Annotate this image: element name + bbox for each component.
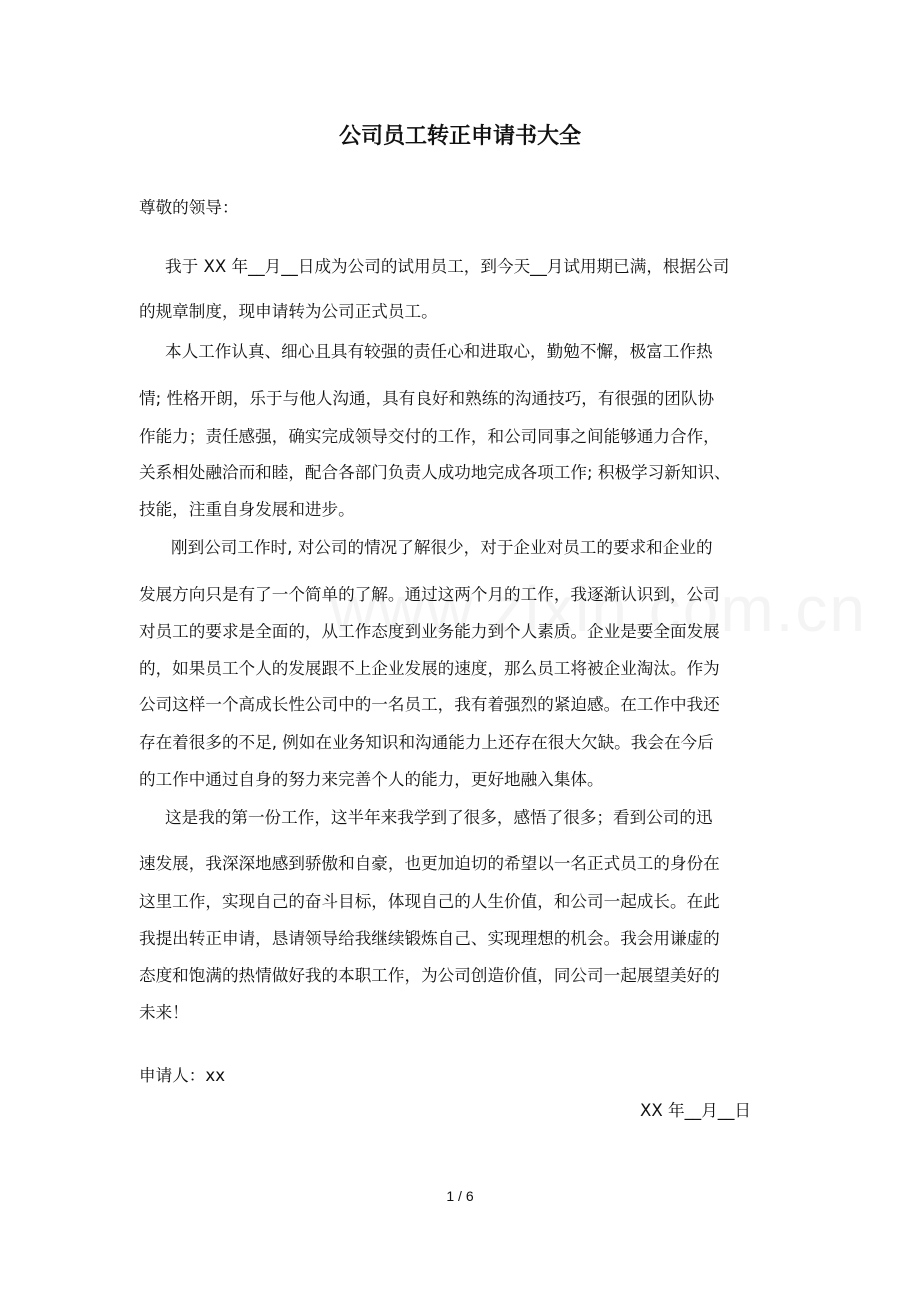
page-title: 公司员工转正申请书大全 [338, 124, 581, 149]
paragraph-2-line-4: 关系相处融洽而和睦，配合各部门负责人成功地完成各项工作; 积极学习新知识、 [139, 463, 731, 482]
paragraph-2-line-2: 情; 性格开朗，乐于与他人沟通，具有良好和熟练的沟通技巧，有很强的团队协 [139, 389, 715, 408]
date-line: XX 年__月__日 [640, 1101, 751, 1120]
paragraph-2-line-3: 作能力；责任感强，确实完成领导交付的工作，和公司同事之间能够通力合作， [139, 427, 720, 446]
applicant-line: 申请人：xx [139, 1066, 226, 1085]
salutation: 尊敬的领导： [139, 198, 239, 217]
paragraph-4-line-3: 这里工作，实现自己的奋斗目标，体现自己的人生价值，和公司一起成长。在此 [139, 892, 720, 911]
paragraph-4-line-4: 我提出转正申请，恳请领导给我继续锻炼自己、实现理想的机会。我会用谦虚的 [139, 929, 720, 948]
paragraph-3-line-2: 发展方向只是有了一个简单的了解。通过这两个月的工作，我逐渐认识到，公司 [139, 585, 720, 604]
paragraph-3-line-7: 的工作中通过自身的努力来完善个人的能力，更好地融入集体。 [139, 770, 604, 789]
paragraph-1-line-2: 的规章制度，现申请转为公司正式员工。 [139, 302, 438, 321]
paragraph-3-line-5: 公司这样一个高成长性公司中的一名员工，我有着强烈的紧迫感。在工作中我还 [139, 695, 720, 714]
paragraph-4-line-1: 这是我的第一份工作，这半年来我学到了很多，感悟了很多；看到公司的迅 [165, 808, 713, 827]
paragraph-2-line-5: 技能，注重自身发展和进步。 [139, 500, 355, 519]
paragraph-2-line-1: 本人工作认真、细心且具有较强的责任心和进取心，勤勉不懈，极富工作热 [165, 342, 713, 361]
paragraph-4-line-6: 未来！ [139, 1003, 189, 1022]
paragraph-3-line-6: 存在着很多的不足, 例如在业务知识和沟通能力上还存在很大欠缺。我会在今后 [139, 733, 714, 752]
paragraph-3-line-3: 对员工的要求是全面的，从工作态度到业务能力到个人素质。企业是要全面发展 [139, 622, 720, 641]
paragraph-3-line-1: 刚到公司工作时, 对公司的情况了解很少，对于企业对员工的要求和企业的 [171, 538, 713, 557]
page-number: 1 / 6 [446, 1188, 474, 1204]
paragraph-4-line-5: 态度和饱满的热情做好我的本职工作，为公司创造价值，同公司一起展望美好的 [139, 966, 720, 985]
paragraph-3-line-4: 的，如果员工个人的发展跟不上企业发展的速度，那么员工将被企业淘汰。作为 [139, 659, 720, 678]
paragraph-1-line-1: 我于 XX 年__月__日成为公司的试用员工，到今天__月试用期已满，根据公司 [165, 257, 730, 276]
paragraph-4-line-2: 速发展，我深深地感到骄傲和自豪，也更加迫切的希望以一名正式员工的身份在 [139, 854, 720, 873]
